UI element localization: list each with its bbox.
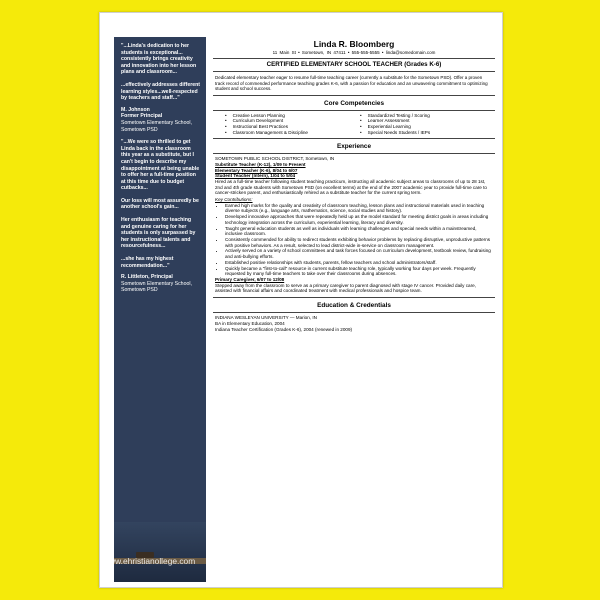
competency-item: • Experiential Learning xyxy=(360,124,495,130)
competency-item: • Curriculum Development xyxy=(225,118,360,124)
education-line: Indiana Teacher Certification (Grades K-6), 2004 (renewed in 2009) xyxy=(215,326,353,332)
role-title: Elementary Teacher (K-6), 8/04 to 6/07 xyxy=(215,167,298,173)
divider xyxy=(213,110,495,111)
education-line: INDIANA WESLEYAN UNIVERSITY — Marion, IN xyxy=(215,315,317,321)
resume-body xyxy=(213,37,495,332)
attribution-school: Sometown Elementary School, Sometown PSD xyxy=(121,280,192,294)
education-line: BA in Elementary Education, 2004 xyxy=(215,320,285,326)
attribution-name: M. Johnson xyxy=(121,106,150,113)
testimonial-attribution xyxy=(114,102,206,133)
candidate-name: Linda R. Bloomberg xyxy=(313,39,395,49)
attribution-role: Former Principal xyxy=(121,113,163,120)
contribution-item: • Established positive relationships with students, parents, fellow teachers and school administrators/staff. xyxy=(225,260,493,266)
competency-item: • Classroom Management & Discipline xyxy=(225,130,360,136)
caregiver-description: Stepped away from the classroom to serve as a primary caregiver to parent diagnosed with stage IV cancer. Provided daily care, assisted with financial affairs and coordinated treatment with medical professionals and hospice team. xyxy=(215,282,476,294)
resume-page xyxy=(99,12,503,588)
contribution-item: • Actively served on a variety of school committees and task forces focused on curriculum development, textbook review, fundraising and anti-bullying efforts. xyxy=(225,248,493,259)
divider xyxy=(213,297,495,298)
testimonial-quote: ...effectively addresses different learning styles...well-respected by teachers and staff..." xyxy=(121,81,200,102)
divider xyxy=(213,95,495,96)
attribution-name: R. Littleton, Principal xyxy=(121,274,173,281)
contribution-item: • Consistently commended for ability to redirect students exhibiting behavior problems by replacing disruptive, unproductive patterns with positive behaviors. As a result, selected to lead district-wide in-service on classroom management. xyxy=(225,237,493,248)
divider xyxy=(213,58,495,59)
watermark-text: www.ehristianollege.com xyxy=(103,556,196,566)
section-heading-competencies: Core Competencies xyxy=(323,99,385,107)
divider xyxy=(213,138,495,139)
role-title: Student Teacher (Intern), 1/04 to 5/04 xyxy=(215,173,296,179)
resume-title: CERTIFIED ELEMENTARY SCHOOL TEACHER (Grades K-6) xyxy=(266,61,442,68)
contact-line: 11 Main St • Sometown, IN 47411 • 555-555-5555 • linda@somedomain.com xyxy=(272,50,436,55)
contribution-item: • Earned high marks for the quality and creativity of classroom teaching, lesson plans and instructional materials used in teaching diverse subjects (e.g., language arts, mathematics, science, social studies and history). xyxy=(225,203,493,214)
divider xyxy=(213,312,495,313)
chalkboard-bottom xyxy=(114,522,206,582)
experience-section xyxy=(215,156,493,294)
summary-paragraph: Dedicated elementary teacher eager to resume full-time teaching career (currently a substitute for the Sometown PSD). Offer a proven track record of commended performance teaching grades K-6, with a passion for education and an unwavering commitment to optimizing student and school success. xyxy=(215,75,488,92)
section-heading-education: Education & Credentials xyxy=(317,302,391,310)
divider xyxy=(213,71,495,72)
divider xyxy=(213,153,495,154)
competencies-list xyxy=(225,113,495,135)
competency-item: • Special Needs Students / IEPs xyxy=(360,130,495,136)
competency-item: • Creative Lesson Planning xyxy=(225,113,360,119)
competency-item: • Instructional Best Practices xyxy=(225,124,360,130)
contributions-list xyxy=(215,203,493,277)
section-heading-experience: Experience xyxy=(336,143,372,151)
role-title: Substitute Teacher (K-12), 1/09 to Present xyxy=(215,161,306,167)
role-title: Primary Caregiver, 6/07 to 12/08 xyxy=(215,276,285,282)
testimonial-quote: ...she has my highest recommendation..." xyxy=(121,256,174,269)
competency-item: • Standardized Testing / Scoring xyxy=(360,113,495,119)
competency-item: • Learner Assessment xyxy=(360,118,495,124)
contribution-item: • Quickly became a "first-to-call" resource in current substitute teaching role, typically working four days per week. Frequently requested by many full-time teachers to take over their classrooms during absences. xyxy=(225,266,493,277)
chalkboard-sidebar xyxy=(114,37,206,582)
experience-intro: Hired as a full-time teacher following student teaching practicum, instructing all academic subject areas to classrooms of up to 28 1st, 2nd and 4th grade students with Sometown PSD (on excellent terms) at the end of the 2007 academic year to provide full-time care to cancer-stricken parent, and enthusiastically rehired as a substitute teacher for the current spring term. xyxy=(215,178,487,196)
testimonial-quote: "...We were so thrilled to get Linda back in the classroom this year as a substitute, but I can't begin to describe my disappointment at being unable to offer her a full-time position at this time due to budget cutbacks... xyxy=(121,139,200,192)
education-section xyxy=(215,315,493,332)
testimonial-attribution xyxy=(114,269,206,294)
contribution-item: • Developed innovative approaches that were repeatedly held up as the model standard for meeting district goals in areas including technology integration across the curriculum, experiential learning, literacy and diversity. xyxy=(225,214,493,225)
contribution-item: • Taught general education students as well as individuals with learning challenges and special needs within a mainstreamed, inclusive classroom. xyxy=(225,226,493,237)
testimonial-quote: Her enthusiasm for teaching and genuine caring for her students is only surpassed by her instructional talents and resourcefulness... xyxy=(121,217,196,250)
attribution-school: Sometown Elementary School, Sometown PSD xyxy=(121,119,192,133)
testimonial-quote: "...Linda's dedication to her students is exceptional... consistently brings creativity and innovation into her lesson plans and classroom... xyxy=(121,43,197,76)
testimonial-quote: Our loss will most assuredly be another school's gain... xyxy=(121,197,199,211)
key-contributions-label: Key Contributions: xyxy=(215,197,253,203)
employer-line: SOMETOWN PUBLIC SCHOOL DISTRICT, Sometown, IN xyxy=(215,156,335,162)
